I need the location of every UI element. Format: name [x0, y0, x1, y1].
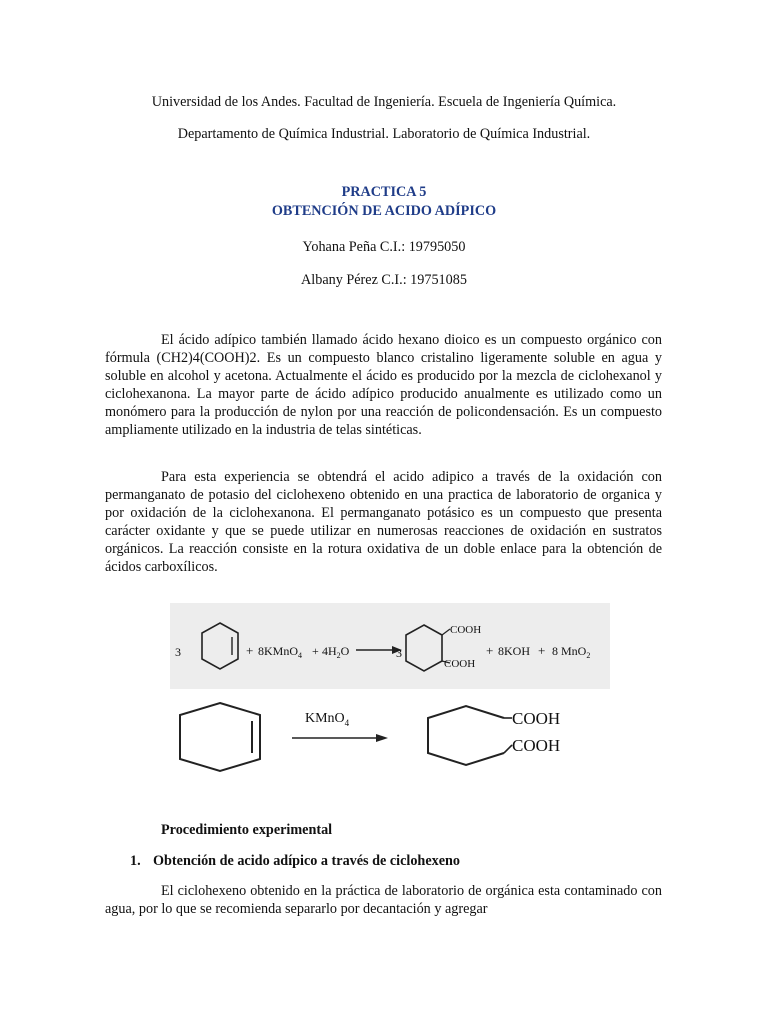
- scheme1-reagent-kmno4-subscript: 4: [298, 651, 303, 660]
- reaction-schemes: [170, 603, 610, 783]
- experience-paragraph: Para esta experiencia se obtendrá el acido adipico a través de la oxidación con permanganato de potasio del ciclohexeno obtenido en una practica de laboratorio de organica y por oxidación de la ciclohexanona. El permanganato potásico es un compuesto que presenta carácter oxidante y que se puede utilizar en numerosas reacciones de oxidación en sustratos orgánicos. La reacción consiste en la rotura oxidativa de un doble enlace para la obtención de ácidos carboxílicos.: [105, 469, 662, 576]
- reaction-scheme-2: [180, 703, 560, 771]
- practice-title: OBTENCIÓN DE ACIDO ADÍPICO: [271, 203, 497, 219]
- header-department: Departamento de Química Industrial. Laboratorio de Química Industrial.: [177, 126, 591, 142]
- procedure-paragraph: El ciclohexeno obtenido en la práctica de laboratorio de orgánica esta contaminado con agua, por lo que se recomienda separarlo por decantación y agregar: [105, 883, 662, 918]
- svg-text:8 MnO2: [552, 644, 590, 660]
- header-university: Universidad de los Andes. Facultad de Ingeniería. Escuela de Ingeniería Química.: [151, 94, 617, 110]
- scheme1-product-mno2: 8 MnO: [552, 644, 587, 658]
- scheme1-plus-3: +: [486, 643, 494, 658]
- author-1: Yohana Peña C.I.: 19795050: [302, 239, 466, 255]
- scheme1-mno2-subscript: 2: [586, 651, 591, 660]
- scheme1-plus-1: +: [246, 643, 254, 658]
- scheme1-water-o: O: [340, 644, 350, 658]
- scheme2-cooh-top: COOH: [512, 709, 561, 728]
- scheme1-product-koh: 8KOH: [498, 644, 530, 658]
- section-item-number: 1.: [130, 853, 141, 869]
- intro-paragraph: El ácido adípico también llamado ácido hexano dioico es un compuesto orgánico con fórmula (CH2)4(COOH)2. Es un compuesto blanco cristalino ligeramente soluble en agua y soluble en alcohol y acetona. Actualmente el ácido es producido por la mezcla de ciclohexanol y ciclohexanona. La mayor parte de ácido adípico producido anualmente es utilizado como un monómero para la producción de nylon por una reacción de policondensación. Es un compuesto ampliamente utilizado en la industria de telas sintéticas.: [105, 332, 662, 439]
- cyclohexene-ring-large: [180, 703, 260, 771]
- section-item-title: Obtención de acido adípico a través de ciclohexeno: [153, 853, 460, 869]
- scheme1-cooh-bottom: COOH: [444, 658, 476, 670]
- scheme1-water-subscript: 2: [336, 651, 341, 660]
- scheme2-arrow-head: [376, 734, 388, 742]
- svg-text:4H2O: [322, 644, 350, 660]
- scheme1-reagent-kmno4: 8KMnO: [258, 644, 299, 658]
- scheme1-coefficient-left: 3: [175, 645, 181, 659]
- svg-text:KMnO4: [305, 711, 350, 728]
- scheme2-reagent-kmno4: KMnO: [305, 711, 345, 726]
- scheme1-coefficient-right: 3: [396, 646, 402, 660]
- section-heading: Procedimiento experimental: [161, 822, 333, 838]
- scheme2-cooh-bottom: COOH: [512, 736, 561, 755]
- scheme1-cooh-top: COOH: [450, 624, 482, 636]
- scheme2-cooh-bond-bottom: [504, 745, 512, 753]
- adipic-acid-chain-large: [428, 706, 504, 765]
- scheme1-reagent-water: 4H: [322, 644, 337, 658]
- scheme1-plus-2: +: [312, 644, 319, 658]
- practice-number: PRACTICA 5: [341, 184, 427, 200]
- svg-text:8KMnO4: [258, 644, 302, 660]
- author-2: Albany Pérez C.I.: 19751085: [301, 272, 467, 288]
- scheme2-reagent-subscript: 4: [344, 718, 350, 728]
- scheme1-plus-4: +: [538, 643, 546, 658]
